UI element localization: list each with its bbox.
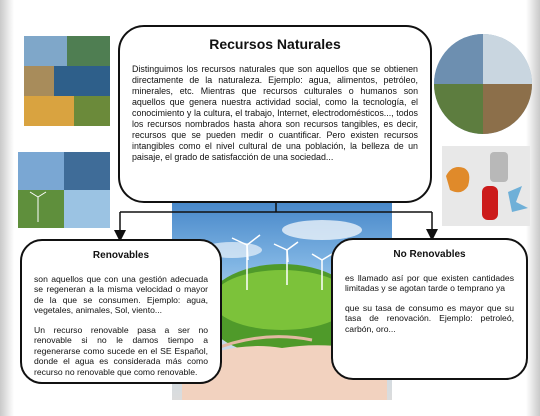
- renovables-box: [20, 239, 222, 384]
- renovables-text-1: son aquellos que con una gestión adecuada se regeneran a la misma velocidad o mayor de la que se consumen. Ejemplo: agua, vegetales, animales, Sol, viento...: [34, 274, 208, 316]
- resources-circle-collage: [434, 34, 532, 134]
- main-title: Recursos Naturales: [209, 36, 341, 52]
- renovables-title: Renovables: [92, 250, 150, 261]
- renewable-energy-illustration: [18, 152, 110, 228]
- landscape-collage: [24, 36, 110, 126]
- resources-circle-illustration: [434, 34, 532, 134]
- fossil-resources-drawing: [442, 146, 530, 226]
- no-renovables-text-2: que su tasa de consumo es mayor que su tasa de renovación. Ejemplo: petroleó, carbón, oro...: [345, 302, 514, 334]
- no-renovables-text-1: es llamado así por que existen cantidades limitadas y se agotan tarde o temprano ya: [345, 273, 514, 294]
- landscape-collage-illustration: [24, 36, 110, 126]
- renewable-energy-collage: [18, 152, 110, 228]
- fossil-resources-illustration: [442, 146, 530, 226]
- no-renovables-title: No Renovables: [393, 249, 466, 260]
- main-text: Distinguimos los recursos naturales que son aquellos que se obtienen directamente de la naturaleza. Ejemplo: agua, alimentos, petróleo, minerales, etc. Mientras que recursos culturales o humanos son aquellos que genera nuestra actividad social, como la tecnología, el conocimiento y la cultura, el trabajo, Internet, electrodomésticos..., todos los recursos nombrados hasta ahora son recursos tangibles, es decir, recursos que se pueden medir o cuantificar. Pero existen recursos intangibles como el nivel cultural de una población, la belleza de un paisaje, el grado de satisfacción de una sociedad...: [132, 64, 418, 163]
- renovables-text-2: Un recurso renovable pasa a ser no renovable si no le damos tiempo a regenerarse como sucede en el SE Español, donde el agua es considerada más como recurso no renovable que como renovable.: [34, 324, 208, 377]
- main-concept-box: [118, 25, 432, 203]
- no-renovables-box: [331, 238, 528, 380]
